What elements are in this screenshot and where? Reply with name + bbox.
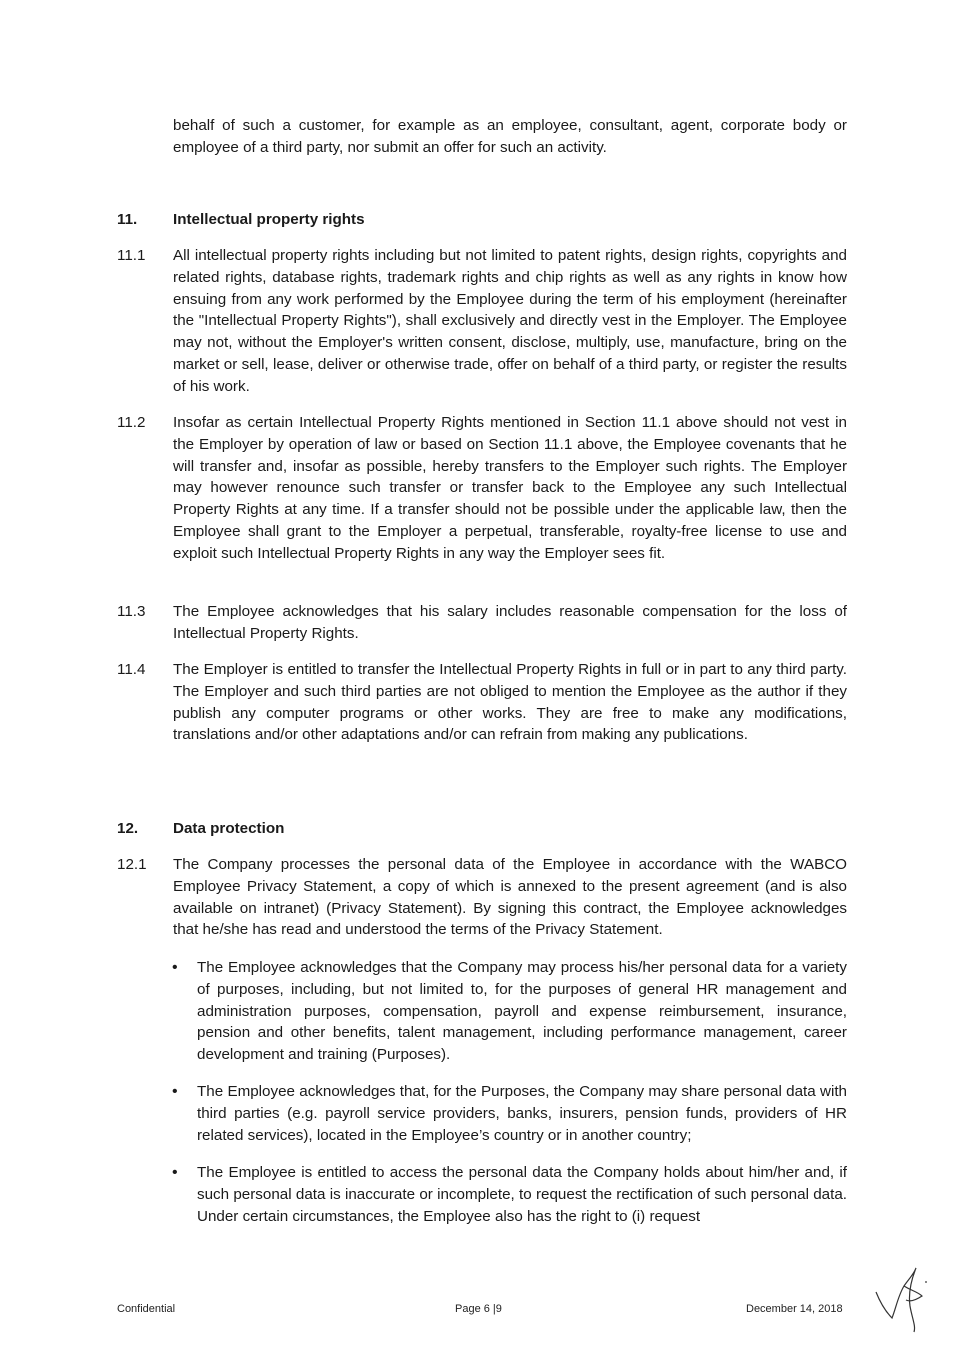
- clause-number: 11.3: [117, 603, 146, 620]
- bullet-item: The Employee is entitled to access the personal data the Company holds about him/her and, if such personal data is inaccurate or incomplete, to request the rectification of such personal data. Under certain circumstances, the Employee also has the right to (i) request: [197, 1164, 847, 1225]
- bullet-marker: •: [172, 1083, 178, 1100]
- clause-text: All intellectual property rights including but not limited to patent rights, design rights, copyrights and related rights, database rights, trademark rights and chip rights as well as any rights in know how ensuing from any work performed by the Employee during the term of his employment (hereinafter the "Intellectual Property Rights"), shall exclusively and directly vest in the Employer. The Employee may not, without the Employer's written consent, disclose, multiply, use, manufacture, bring on the market or sell, lease, deliver or otherwise trade, offer on behalf of a third party, or register the results of his work.: [173, 247, 847, 395]
- bullet-marker: •: [172, 1164, 178, 1181]
- clause-number: 12.1: [117, 856, 147, 873]
- clause-text: The Employer is entitled to transfer the Intellectual Property Rights in full or in part to any third party. The Employer and such third parties are not obliged to mention the Employee as the author if they publish any computer programs or other works. They are free to make any modifications, translations and/or other adaptations and/or can refrain from making any publications.: [173, 661, 847, 744]
- footer-confidential: Confidential: [117, 1303, 176, 1315]
- bullet-item: The Employee acknowledges that the Company may process his/her personal data for a variety of purposes, including, but not limited to, for the purposes of general HR management and administration purposes, compensation, payroll and expense reimbursement, insurance, pension and other benefits, talent management, including performance management, career development and training (Purposes).: [197, 959, 847, 1064]
- section-12-heading: Data protection: [173, 820, 285, 837]
- clause-text: Insofar as certain Intellectual Property Rights mentioned in Section 11.1 above should not vest in the Employer by operation of law or based on Section 11.1 above, the Employee covenants that he will transfer and, insofar as possible, hereby transfers to the Employer such rights. The Employer may however renounce such transfer or transfer back to the Employee any such Intellectual Property Rights at any time. If a transfer should not be possible under the applicable law, then the Employee shall grant to the Employer a perpetual, transferable, royalty-free license to use and exploit such Intellectual Property Rights in any way the Employer sees fit.: [173, 414, 847, 562]
- clause-number: 11.2: [117, 414, 146, 431]
- clause-number: 11.1: [117, 247, 146, 264]
- bullet-marker: •: [172, 959, 178, 976]
- section-11-number: 11.: [117, 211, 138, 228]
- clause-number: 11.4: [117, 661, 146, 678]
- footer-page-number: Page 6 |9: [455, 1303, 502, 1315]
- intro-paragraph: behalf of such a customer, for example as an employee, consultant, agent, corporate body or employee of a third party, nor submit an offer for such an activity.: [173, 117, 847, 156]
- section-11-heading: Intellectual property rights: [173, 211, 365, 228]
- bullet-item: The Employee acknowledges that, for the Purposes, the Company may share personal data with third parties (e.g. payroll service providers, banks, insurers, pension funds, providers of HR related services), located in the Employee’s country or in another country;: [197, 1083, 847, 1144]
- signature-initials-icon: [870, 1262, 932, 1334]
- clause-text: The Company processes the personal data of the Employee in accordance with the WABCO Employee Privacy Statement, a copy of which is annexed to the present agreement (and is also available on intranet) (Privacy Statement). By signing this contract, the Employee acknowledges that he/she has read and understood the terms of the Privacy Statement.: [173, 856, 847, 939]
- clause-text: The Employee acknowledges that his salary includes reasonable compensation for the loss of Intellectual Property Rights.: [173, 603, 847, 642]
- section-12-number: 12.: [117, 820, 139, 837]
- footer-date: December 14, 2018: [746, 1303, 843, 1315]
